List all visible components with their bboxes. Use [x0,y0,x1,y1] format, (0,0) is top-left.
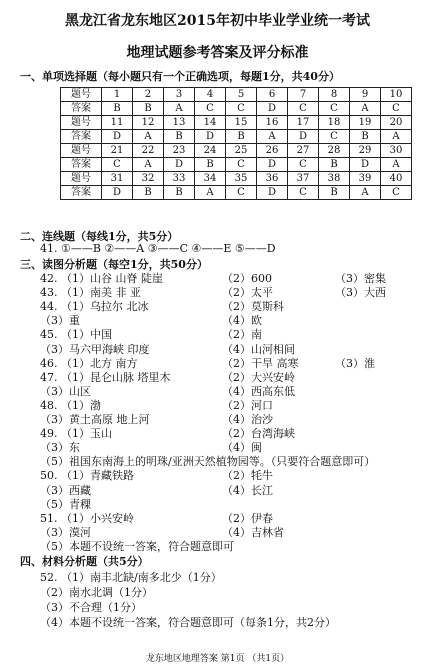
answer-cell: B [102,102,133,116]
answer-line-part: 51. （1）小兴安岭 [40,511,134,525]
answer-line-part: （2）伊春 [222,511,273,525]
answer-line-part: （3）山区 [40,384,91,398]
row-label: 答案 [61,186,102,200]
answer-cell: B [133,186,164,200]
question-number-cell: 33 [164,172,195,186]
answer-line-part: 47. （1）昆仑山脉 塔里木 [40,370,171,384]
answer-cell: D [195,130,226,144]
answer-cell: D [350,158,381,172]
exam-title: 黑龙江省龙东地区2015年初中毕业学业统一考试 [65,13,370,29]
answer-cell: B [226,130,257,144]
answer-line-part: （3）淮 [335,356,375,370]
answer-line-part: 50. （1）青藏铁路 [40,469,134,483]
answer-line-part: （3）西藏 [40,483,91,497]
question-number-cell: 13 [164,116,195,130]
section-3-heading: 三、读图分析题（每空1分，共50分） [20,258,208,271]
answer-cell: D [288,130,319,144]
answer-line-part: （3）东 [40,441,80,455]
answer-cell: B [195,158,226,172]
question-number-cell: 6 [257,88,288,102]
answer-cell: A [381,130,412,144]
answer-cell: B [164,130,195,144]
answer-cell: C [226,158,257,172]
question-number-cell: 12 [133,116,164,130]
question-number-cell: 23 [164,144,195,158]
q52-line: （2）南水北调（1分） [40,586,153,599]
question-number-cell: 35 [226,172,257,186]
answer-table [60,87,412,200]
answer-line-part: （4）治沙 [222,413,273,426]
question-number-cell: 15 [226,116,257,130]
question-number-row [61,172,412,186]
question-number-cell: 21 [102,144,133,158]
question-number-cell: 8 [319,88,350,102]
answer-line-part: （2）太平 [222,286,273,300]
answer-line-part: （3）黄土高原 地上河 [40,413,150,426]
answer-cell: A [381,158,412,172]
answer-row [61,130,412,144]
question-number-cell: 9 [350,88,381,102]
question-number-cell: 38 [319,172,350,186]
answer-cell: A [133,158,164,172]
answer-line-part: （2）河口 [222,398,273,412]
exam-subtitle: 地理试题参考答案及评分标准 [126,45,309,61]
row-label: 题号 [61,172,102,186]
answer-cell: A [133,130,164,144]
question-number-cell: 19 [350,116,381,130]
question-number-cell: 18 [319,116,350,130]
answer-cell: A [350,186,381,200]
question-number-cell: 36 [257,172,288,186]
answer-row [61,158,412,172]
answer-cell: C [288,102,319,116]
row-label: 答案 [61,130,102,144]
question-number-cell: 27 [288,144,319,158]
answer-line-part: （2）莫斯科 [222,300,284,314]
question-number-cell: 14 [195,116,226,130]
answer-cell: D [257,158,288,172]
question-number-cell: 22 [133,144,164,158]
question-number-cell: 3 [164,88,195,102]
answer-line-part: 43. （1）南美 非 亚 [40,286,141,300]
answer-cell: A [350,102,381,116]
answer-line-part: （4）欧 [222,314,262,328]
question-number-cell: 5 [226,88,257,102]
page-footer: 龙东地区地理答案 第1页 （共1页） [145,654,290,664]
answer-line-part: 46. （1）北方 南方 [40,356,138,370]
answer-cell: D [257,186,288,200]
section-2-heading: 二、连线题（每线1分，共5分） [20,230,179,243]
question-number-cell: 31 [102,172,133,186]
answer-cell: D [164,158,195,172]
answer-cell: A [195,186,226,200]
row-label: 答案 [61,158,102,172]
answer-cell: C [226,186,257,200]
answer-line-part: （2）600 [222,272,272,285]
answer-cell: B [133,102,164,116]
question-number-cell: 39 [350,172,381,186]
answer-cell: C [102,158,133,172]
answer-line-part: 48. （1）渤 [40,398,101,412]
answer-cell: D [257,102,288,116]
question-number-row [61,144,412,158]
answer-line-part: （2）干旱 高寒 [222,356,299,370]
answer-line-part: （4）长江 [222,483,273,497]
question-number-cell: 7 [288,88,319,102]
question-number-cell: 28 [319,144,350,158]
question-number-cell: 1 [102,88,133,102]
question-number-row [61,116,412,130]
question-number-cell: 16 [257,116,288,130]
answer-cell: B [164,186,195,200]
question-number-cell: 24 [195,144,226,158]
answer-line-part: （3）重 [40,314,80,328]
question-number-cell: 32 [133,172,164,186]
question-number-cell: 37 [288,172,319,186]
section-4-heading: 四、材料分析题（共5分） [20,555,149,568]
answer-cell: A [164,102,195,116]
q52-line: （3）不合理（1分） [40,601,142,614]
answer-cell: C [319,130,350,144]
question-number-cell: 26 [257,144,288,158]
answer-cell: C [288,158,319,172]
answer-line-part: 42. （1）山谷 山脊 陡崖 [40,272,163,285]
question-number-cell: 17 [288,116,319,130]
answer-line-part: （2）台湾海峡 [222,427,295,441]
question-number-cell: 34 [195,172,226,186]
section-1-heading: 一、单项选择题（每小题只有一个正确选项，每题1分，共40分） [20,70,340,83]
answer-line-part: 49. （1）玉山 [40,427,112,441]
answer-line-part: （3）大西 [335,286,386,300]
answer-line-part: （3）漠河 [40,525,91,539]
answer-line-part: （4）山河相间 [222,342,295,356]
row-label: 答案 [61,102,102,116]
answer-cell: D [102,186,133,200]
answer-line-part: （4）吉林省 [222,525,284,539]
answer-cell: B [319,158,350,172]
question-number-cell: 30 [381,144,412,158]
answer-line-part: （4）西高东低 [222,384,295,398]
answer-cell: C [381,102,412,116]
answer-cell: C [226,102,257,116]
q52-line: （4）本题不设统一答案，符合题意即可（每条1分，共2分） [40,616,336,629]
answer-row [61,186,412,200]
question-number-cell: 10 [381,88,412,102]
answer-line-part: （2）大兴安岭 [222,370,295,384]
answer-row [61,102,412,116]
answer-line-part: （3）密集 [335,272,386,285]
answer-line-part: （3）马六甲海峡 印度 [40,342,150,356]
answer-cell: C [288,186,319,200]
row-label: 题号 [61,116,102,130]
question-number-row [61,88,412,102]
answer-cell: C [195,102,226,116]
answer-line-part: （2）牦牛 [222,469,273,483]
answer-cell: C [319,102,350,116]
answer-cell: D [102,130,133,144]
answer-line-part: 44. （1）乌拉尔 北冰 [40,300,149,314]
answer-line-part: （5）祖国东南海上的明珠/亚洲天然植物园等。（只要符合题意即可） [40,455,376,469]
q41-matching-answers: 41. ①——B ②——A ③——C ④——E ⑤——D [40,242,276,255]
question-number-cell: 40 [381,172,412,186]
question-number-cell: 25 [226,144,257,158]
answer-line-part: （4）闽 [222,441,262,455]
question-number-cell: 2 [133,88,164,102]
answer-cell: B [319,186,350,200]
question-number-cell: 29 [350,144,381,158]
q52-line: 52. （1）南丰北缺/南多北少（1分） [40,571,222,584]
answer-cell: A [257,130,288,144]
answer-line-part: 45. （1）中国 [40,328,112,342]
answer-line-part: （5）本题不设统一答案，符合题意即可 [40,539,234,553]
row-label: 题号 [61,144,102,158]
row-label: 题号 [61,88,102,102]
answer-line-part: （2）南 [222,328,262,342]
question-number-cell: 11 [102,116,133,130]
answer-cell: B [350,130,381,144]
question-number-cell: 20 [381,116,412,130]
answer-cell: C [381,186,412,200]
question-number-cell: 4 [195,88,226,102]
answer-line-part: （5）青稞 [40,497,91,511]
